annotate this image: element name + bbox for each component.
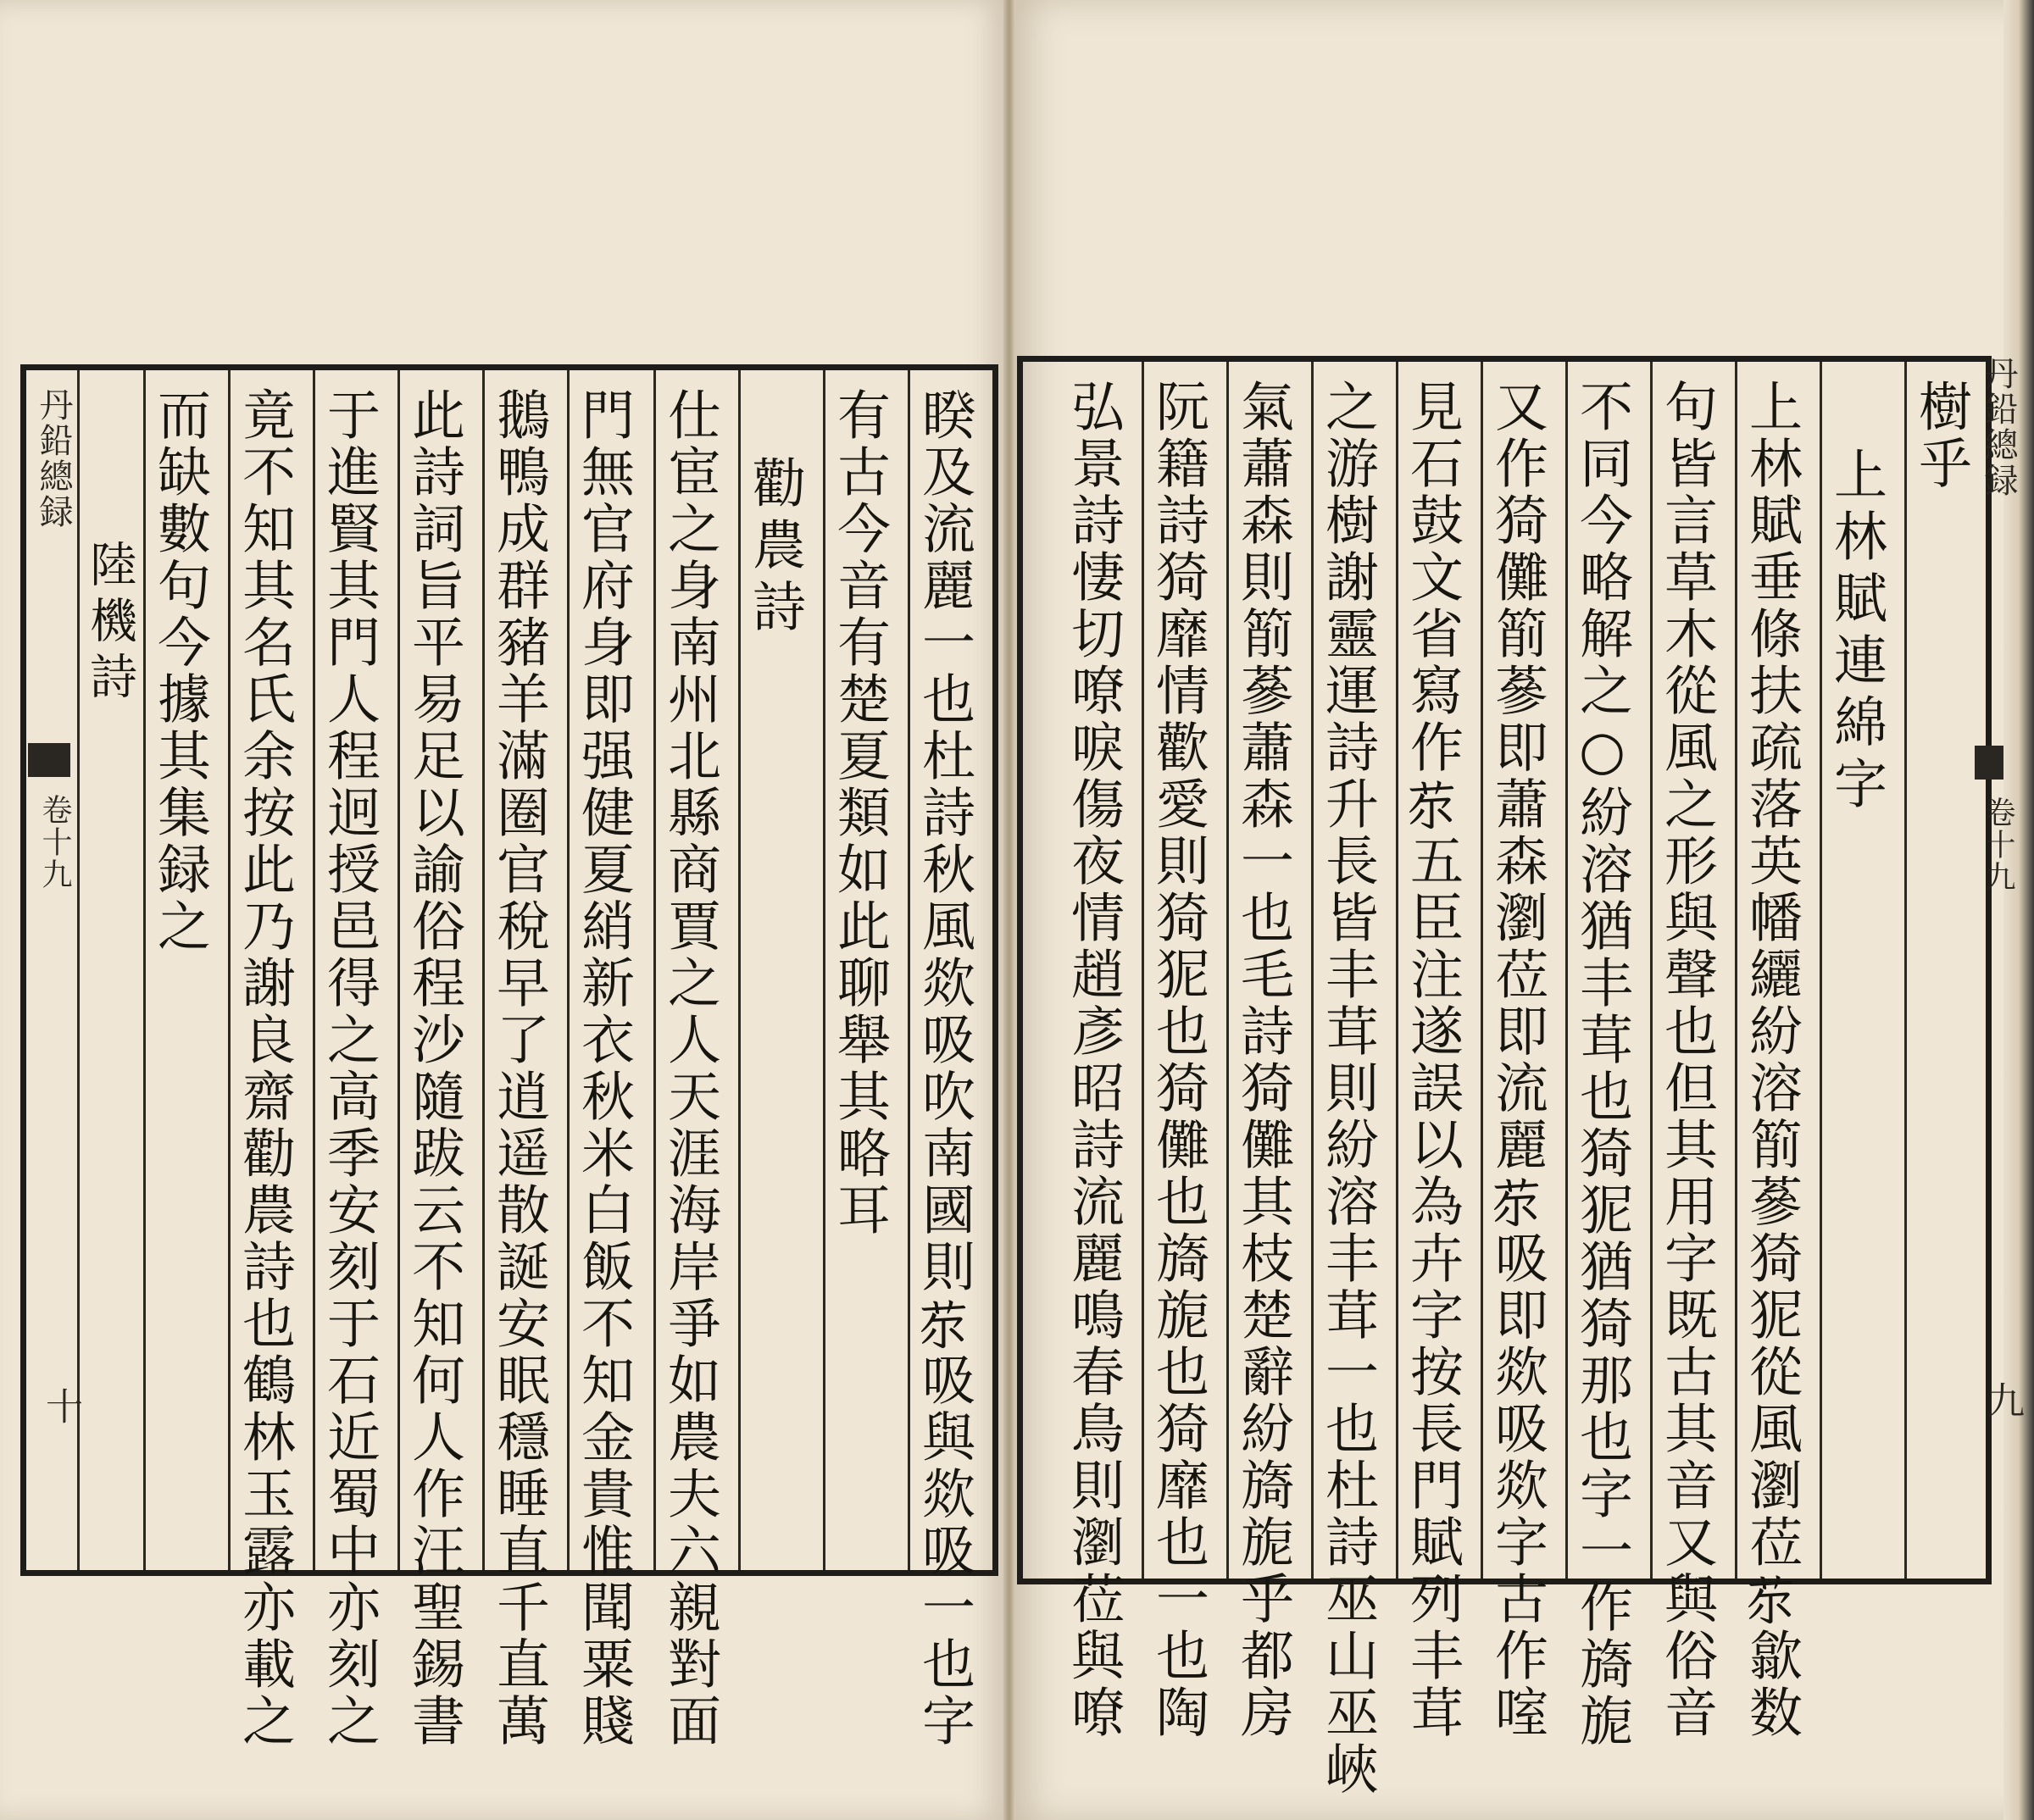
text-column: 之游樹謝靈運詩升長皆丰茸則紛溶丰茸一也杜詩巫山巫峽 (1317, 379, 1379, 1798)
margin-book-title: 丹鉛總録 (1979, 356, 2018, 498)
column-rule (313, 370, 315, 1570)
section-heading: 上林賦連綿字 (1826, 447, 1887, 818)
column-rule (1904, 362, 1907, 1579)
text-column: 上林賦垂條扶疏落英幡纚紛溶箾蔘猗狔從風瀏莅𦬼歙数 (1741, 379, 1803, 1741)
column-rule (482, 370, 485, 1570)
margin-folio: 十 (39, 1387, 82, 1426)
left-text-frame (20, 364, 998, 1750)
column-rule (1565, 362, 1568, 1579)
text-column: 句皆言草木從風之形與聲也但其用字既古其音又與俗音 (1656, 379, 1718, 1741)
margin-folio: 九 (1981, 1381, 2024, 1420)
column-rule (228, 370, 231, 1570)
column-rule (1226, 362, 1229, 1579)
text-column: 鵝鴨成群豬羊滿圈官稅早了逍遥散誕安眠穩睡直千直萬 (488, 387, 550, 1750)
column-rule (397, 370, 400, 1570)
column-rule (823, 370, 825, 1570)
column-rule (1142, 362, 1144, 1579)
text-column: 竟不知其名氏余按此乃謝良齋勸農詩也鶴林玉露亦載之 (234, 387, 296, 1750)
column-rule (567, 370, 570, 1570)
text-column: 有古今音有楚夏類如此聊舉其略耳 (829, 387, 891, 1239)
text-column: 又作猗儺箾蔘即蕭森瀏莅即流麗𦬼吸即欻吸欻字古作㗌 (1487, 379, 1548, 1741)
text-column: 而缺數句今據其集録之 (149, 387, 211, 955)
text-column: 仕宦之身南州北縣商賈之人天涯海岸爭如農夫六親對面 (659, 387, 721, 1750)
text-column: 樹乎 (1910, 379, 1972, 492)
text-column: 此詩詞旨平易足以諭俗程沙隨跋云不知何人作汪聖錫書 (403, 387, 465, 1750)
column-rule (1481, 362, 1483, 1579)
column-rule (1650, 362, 1653, 1579)
column-rule (1311, 362, 1314, 1579)
margin-volume: 卷十九 (1981, 796, 2015, 893)
text-column: 不同今略解之○紛溶猶丰茸也猗狔猶猗那也字一作旖旎 (1571, 379, 1633, 1750)
margin-book-title: 丹鉛總録 (34, 387, 73, 530)
column-rule (653, 370, 656, 1570)
book-spine (1003, 0, 1015, 1820)
section-heading: 陸機詩 (82, 540, 137, 707)
column-rule (143, 370, 146, 1570)
fold-mark (28, 743, 70, 777)
column-rule (908, 370, 910, 1570)
fold-mark (1975, 746, 2003, 780)
margin-volume: 卷十九 (37, 794, 72, 891)
text-column: 門無官府身即强健夏綃新衣秋米白飯不知金貴惟聞粟賤 (573, 387, 635, 1750)
column-rule (738, 370, 741, 1570)
text-column: 睽及流麗一也杜詩秋風欻吸吹南國則𦬼吸與欻吸一也字 (914, 387, 975, 1750)
page-edge (2003, 0, 2034, 1820)
text-column: 于進賢其門人程迥授邑得之高季安刻于石近蜀中亦刻之 (319, 387, 381, 1750)
column-rule (1396, 362, 1398, 1579)
section-heading: 勸農詩 (744, 455, 806, 641)
text-column: 弘景詩悽切嘹唳傷夜情趙彥昭詩流麗鳴春鳥則瀏莅與嘹 (1063, 379, 1125, 1741)
right-text-frame (1017, 356, 1992, 1798)
column-rule (1735, 362, 1737, 1579)
text-column: 阮籍詩猗靡情歡愛則猗狔也猗儺也旖旎也猗靡也一也陶 (1148, 379, 1209, 1741)
text-column: 見石鼓文省寫作𦬼五臣注遂誤以為卉字按長門賦列丰茸 (1402, 379, 1464, 1741)
text-column: 氣蕭森則箾蔘蕭森一也毛詩猗儺其枝楚辭紛旖旎乎都房 (1232, 379, 1294, 1741)
column-rule (1820, 362, 1822, 1579)
